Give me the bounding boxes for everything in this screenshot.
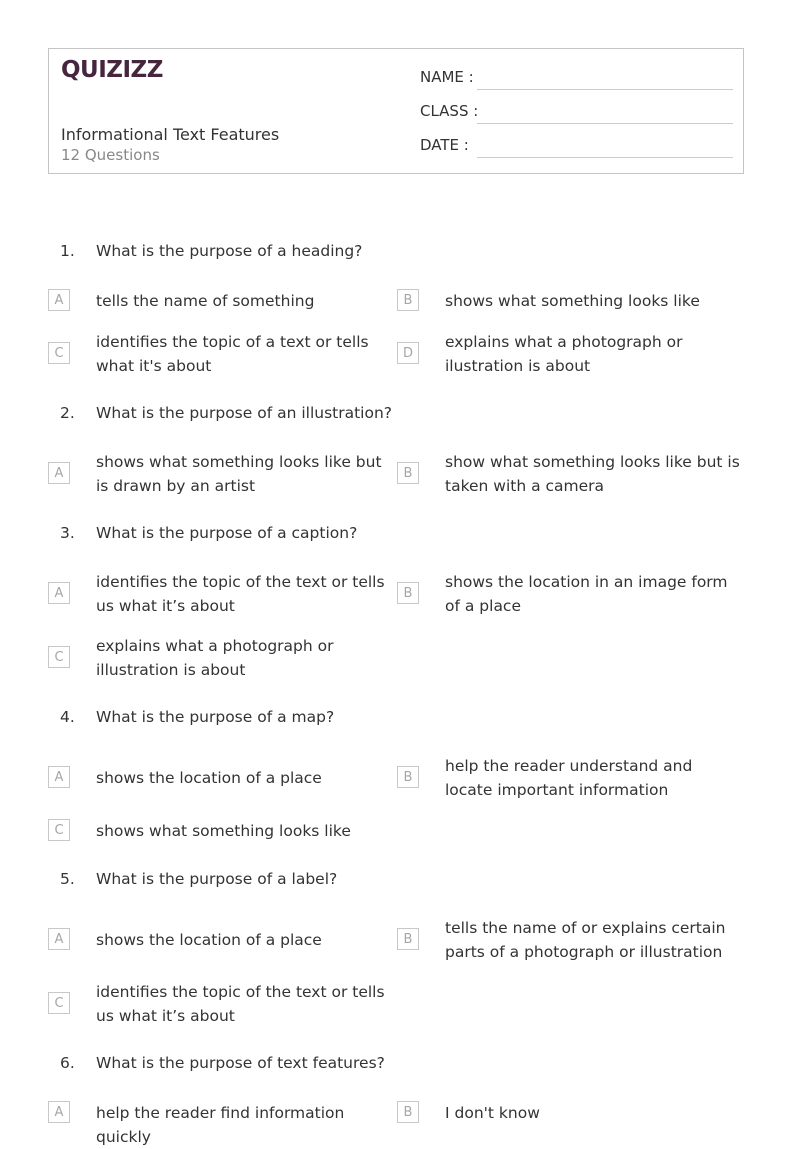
option-letter-box[interactable]: B xyxy=(397,462,419,484)
question-text: What is the purpose of a heading? xyxy=(96,242,363,260)
question-number: 3. xyxy=(60,524,75,542)
option-letter-box[interactable]: B xyxy=(397,582,419,604)
option-letter-box[interactable]: B xyxy=(397,766,419,788)
class-label: CLASS : xyxy=(420,102,479,120)
option-text: shows the location in an image form of a place xyxy=(445,573,728,615)
question-number: 1. xyxy=(60,242,75,260)
option-text: identifies the topic of a text or tells what it's about xyxy=(96,333,369,375)
option-text: identifies the topic of the text or tells us what it’s about xyxy=(96,573,385,615)
class-line xyxy=(477,123,733,124)
option-text: shows what something looks like xyxy=(96,822,351,840)
question-number: 5. xyxy=(60,870,75,888)
worksheet-header xyxy=(48,48,744,174)
option-text: shows the location of a place xyxy=(96,769,322,787)
option-letter-box[interactable]: C xyxy=(48,342,70,364)
option-letter-box[interactable]: A xyxy=(48,582,70,604)
option-letter-box[interactable]: C xyxy=(48,992,70,1014)
option-letter-box[interactable]: B xyxy=(397,289,419,311)
option-text: help the reader understand and locate important information xyxy=(445,757,693,799)
date-label: DATE : xyxy=(420,136,469,154)
option-text: shows what something looks like but is drawn by an artist xyxy=(96,453,382,495)
quizizz-logo: QUIZIZZ xyxy=(61,57,163,83)
option-letter-box[interactable]: C xyxy=(48,819,70,841)
worksheet-title: Informational Text Features xyxy=(61,125,280,144)
option-letter-box[interactable]: A xyxy=(48,928,70,950)
option-letter-box[interactable]: C xyxy=(48,646,70,668)
question-count: 12 Questions xyxy=(61,146,160,164)
option-letter-box[interactable]: D xyxy=(397,342,419,364)
question-text: What is the purpose of a label? xyxy=(96,870,338,888)
option-text: shows what something looks like xyxy=(445,292,700,310)
question-number: 2. xyxy=(60,404,75,422)
option-letter-box[interactable]: A xyxy=(48,1101,70,1123)
option-letter-box[interactable]: B xyxy=(397,928,419,950)
option-text: tells the name of or explains certain parts of a photograph or illustration xyxy=(445,919,726,961)
question-text: What is the purpose of an illustration? xyxy=(96,404,393,422)
name-line xyxy=(477,89,733,90)
question-number: 4. xyxy=(60,708,75,726)
option-text: explains what a photograph or ilustration is about xyxy=(445,333,683,375)
question-text: What is the purpose of a caption? xyxy=(96,524,358,542)
question-number: 6. xyxy=(60,1054,75,1072)
option-text: show what something looks like but is taken with a camera xyxy=(445,453,740,495)
question-text: What is the purpose of text features? xyxy=(96,1054,385,1072)
name-label: NAME : xyxy=(420,68,474,86)
option-letter-box[interactable]: B xyxy=(397,1101,419,1123)
option-text: explains what a photograph or illustration is about xyxy=(96,637,334,679)
option-letter-box[interactable]: A xyxy=(48,289,70,311)
option-text: I don't know xyxy=(445,1104,540,1122)
option-text: tells the name of something xyxy=(96,292,315,310)
option-text: identifies the topic of the text or tells us what it’s about xyxy=(96,983,385,1025)
date-line xyxy=(477,157,733,158)
option-letter-box[interactable]: A xyxy=(48,766,70,788)
option-letter-box[interactable]: A xyxy=(48,462,70,484)
option-text: help the reader find information quickly xyxy=(96,1104,345,1146)
question-text: What is the purpose of a map? xyxy=(96,708,335,726)
option-text: shows the location of a place xyxy=(96,931,322,949)
